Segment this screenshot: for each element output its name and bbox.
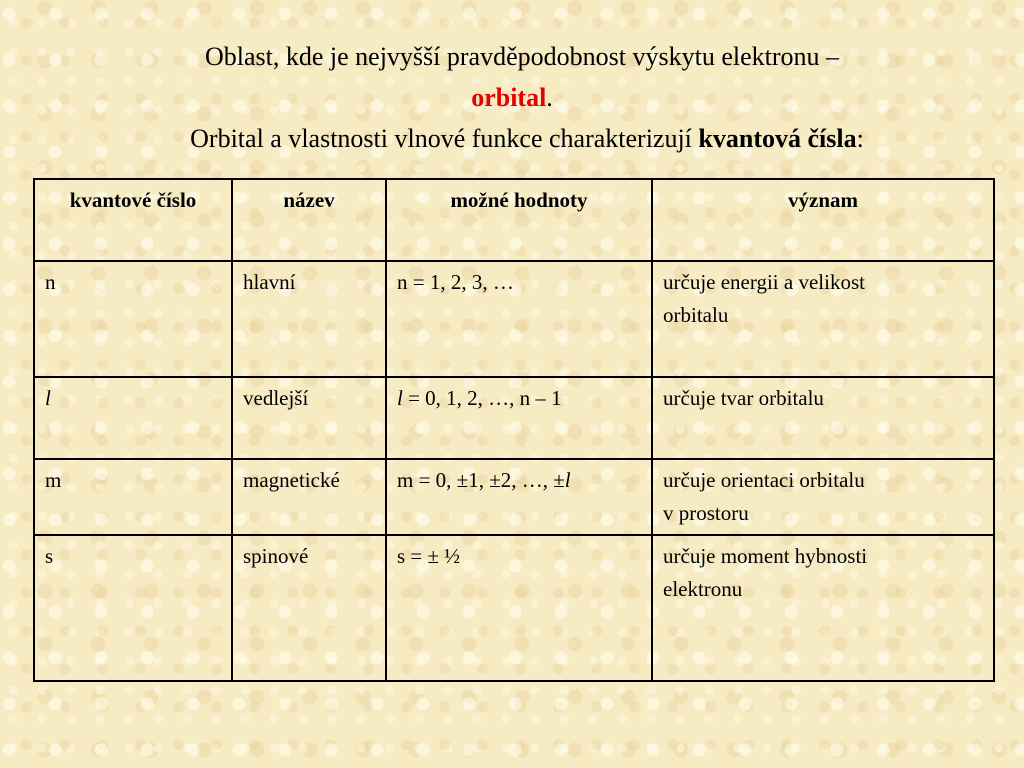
table-row	[34, 535, 994, 681]
header-quantum-number: kvantové číslo	[34, 179, 232, 261]
values-prefix: m = 0, ±1, ±2, …, ±	[397, 468, 565, 492]
cell-name: spinové	[232, 535, 386, 681]
title-line-1: Oblast, kde je nejvyšší pravděpodobnost výskytu elektronu –	[204, 42, 840, 71]
header-name: název	[232, 179, 386, 261]
values-symbol: l	[397, 386, 403, 410]
orbital-highlight: orbital	[471, 83, 547, 112]
title-line-2	[0, 77, 1024, 118]
header-meaning: význam	[652, 179, 994, 261]
values-rest: = 0, 1, 2, …, n – 1	[402, 386, 562, 410]
title-line-2-suffix: .	[546, 83, 553, 112]
table-header-row	[34, 179, 994, 261]
table-row	[34, 459, 994, 535]
meaning-line-1: určuje orientaci orbitalu	[663, 468, 865, 492]
meaning-line-2: orbitalu	[663, 303, 729, 327]
title-line-3	[0, 118, 1024, 159]
cell-values: s = ± ½	[386, 535, 652, 681]
cell-name: magnetické	[232, 459, 386, 535]
title-line-3-suffix: :	[856, 124, 864, 153]
cell-symbol: m	[34, 459, 232, 535]
cell-name: vedlejší	[232, 377, 386, 459]
cell-meaning	[652, 459, 994, 535]
cell-symbol: n	[34, 261, 232, 377]
cell-values	[386, 377, 652, 459]
cell-meaning	[652, 261, 994, 377]
quantum-numbers-table	[33, 178, 995, 682]
meaning-line-1: určuje energii a velikost	[663, 270, 865, 294]
values-symbol: l	[564, 468, 571, 492]
meaning-line-2: v prostoru	[663, 501, 749, 525]
cell-meaning: určuje tvar orbitalu	[652, 377, 994, 459]
quantum-numbers-bold: kvantová čísla	[698, 124, 857, 153]
slide-title	[0, 36, 1024, 159]
table-row	[34, 261, 994, 377]
header-possible-values: možné hodnoty	[386, 179, 652, 261]
meaning-line-2: elektronu	[663, 577, 743, 601]
cell-symbol: l	[34, 377, 232, 459]
title-line-3-prefix: Orbital a vlastnosti vlnové funkce charakterizují	[190, 124, 699, 153]
cell-values: n = 1, 2, 3, …	[386, 261, 652, 377]
table-row	[34, 377, 994, 459]
cell-meaning	[652, 535, 994, 681]
cell-name: hlavní	[232, 261, 386, 377]
cell-symbol: s	[34, 535, 232, 681]
cell-values	[386, 459, 652, 535]
meaning-line-1: určuje moment hybnosti	[663, 544, 868, 568]
